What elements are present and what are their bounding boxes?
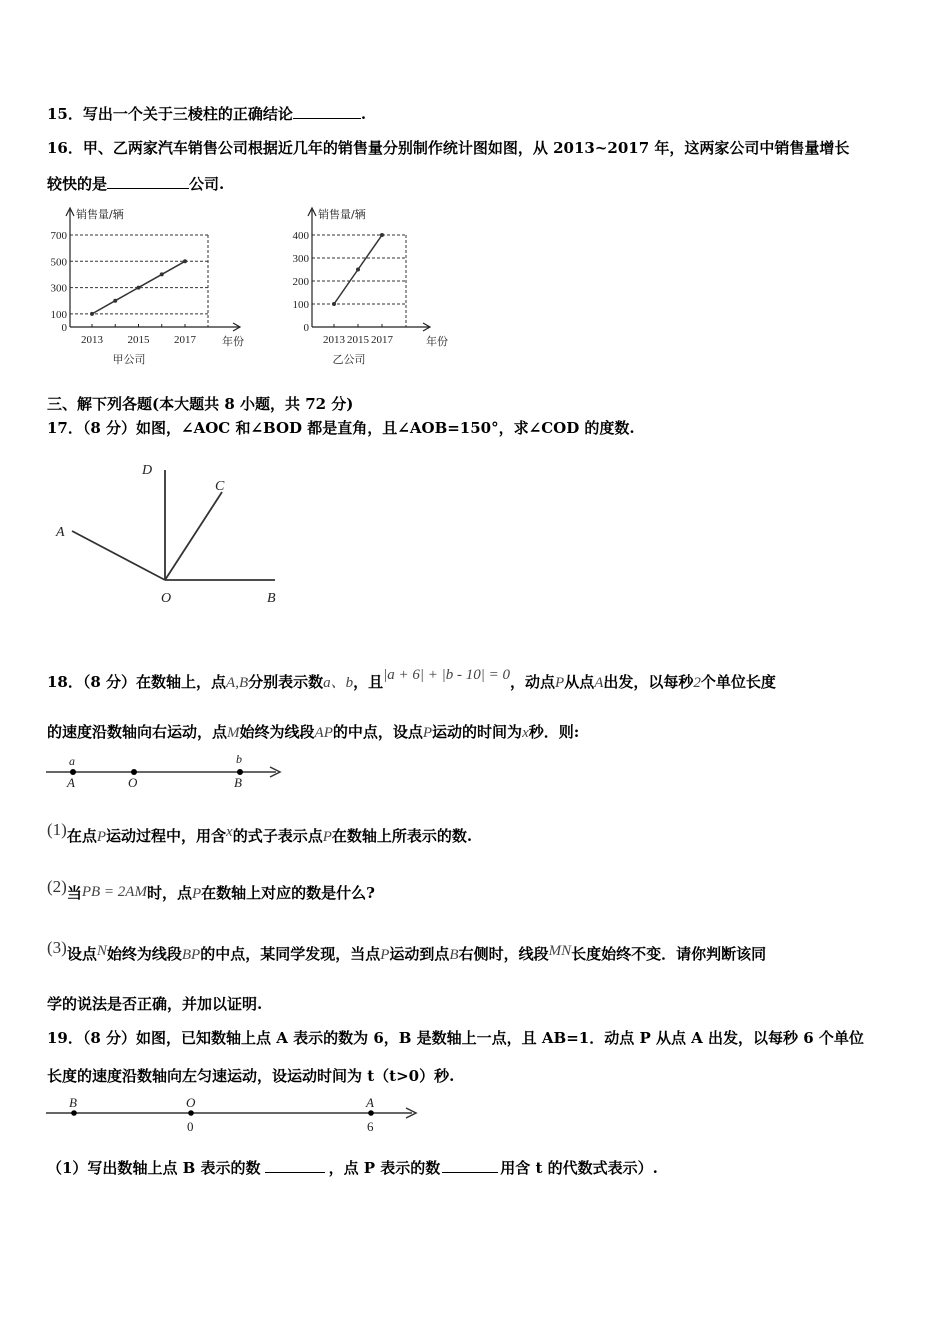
label-A-bot: A [67,775,75,790]
q18-sub1-t2: 运动过程中，用含 [106,827,227,845]
q16-text-1: 甲、乙两家汽车销售公司根据近几年的销售量分别制作统计图如图，从 2013~2017 年，这两家公司中销售量增长 [82,139,850,157]
q18-sub2 [47,877,375,904]
q16-number: 16． [47,139,83,157]
ray-OC [165,492,222,580]
data-point [356,268,360,272]
q18-sub3-bp: BP [181,947,201,963]
data-point [380,233,384,237]
question-18-line1 [47,667,776,693]
x-tick-label: 2015 [127,334,150,346]
y-tick-label: 400 [292,230,309,242]
q16-answer-blank[interactable] [107,174,189,189]
label-6-bot: 6 [367,1119,374,1134]
label-O-bot: O [128,775,138,790]
q18-t7: 个单位长度 [700,673,776,691]
chart-title: 乙公司 [332,353,366,366]
q18-formula: |a + 6| + |b - 10| = 0 [383,667,511,683]
q16-text-2b: 公司. [189,175,225,193]
q18-t1: （8 分）在数轴上，点 [82,673,227,691]
q18-sub3-mn: MN [548,943,572,959]
q19-number-line [40,1092,430,1137]
q15-number: 15． [47,105,83,123]
q16-text-2a: 较快的是 [47,175,108,193]
q18-p: P [555,675,565,691]
x-axis-label: 年份 [426,335,448,348]
q17-number: 17． [47,419,83,437]
dot-O [188,1110,194,1116]
label-A-top: A [366,1095,374,1110]
label-a-top: a [69,754,75,768]
label-B-bot: B [234,775,242,790]
question-16-line1 [47,138,849,158]
question-16-line2 [47,174,224,194]
dot-B [71,1110,77,1116]
y-tick-label: 300 [50,282,67,295]
q18-sub3-line2: 学的说法是否正确，并加以证明. [47,995,263,1013]
chart-title: 甲公司 [112,353,146,366]
question-19-line2: 长度的速度沿数轴向左匀速运动，设运动时间为 t（t>0）秒. [47,1067,455,1085]
q18-l2-t4: 运动的时间为 [432,723,523,741]
dot-A [368,1110,374,1116]
data-point [113,299,117,303]
q15-answer-blank[interactable] [293,104,361,119]
data-point [183,259,187,263]
y-tick-label: 100 [292,299,309,311]
q19-sub1-t1: （1）写出数轴上点 B 表示的数 [47,1159,261,1177]
q18-sub3-mark: (3) [47,938,67,957]
q18-sub2-formula: PB = 2AM [81,884,147,900]
q18-sub1-p: P [96,829,107,845]
label-B: B [267,591,276,606]
q19-sub1-t3: 用含 t 的代数式表示）. [500,1159,658,1177]
label-B-top: B [69,1095,77,1110]
q19-sub1 [47,1158,658,1178]
q18-sub3-t6: 长度始终不变．请你判断该同 [571,945,767,963]
q18-points-ab: A,B [226,675,249,691]
x-tick-label: 2017 [371,334,393,346]
q17-text: （8 分）如图，∠AOC 和∠BOD 都是直角，且∠AOB=150°，求∠COD 的度数. [82,419,635,437]
q18-m: M [227,725,240,741]
data-point [160,272,164,276]
y-tick-label: 200 [292,276,309,288]
label-A: A [56,525,65,540]
q18-ap: AP [314,725,333,741]
y-axis-label: 销售量/辆 [318,208,366,221]
q18-sub1-t4: 在数轴上所表示的数. [331,827,473,845]
y-tick-label: 0 [61,322,67,334]
ray-OA [72,531,165,580]
q18-sub3-t1: 设点 [66,945,97,963]
q18-sub3-t2: 始终为线段 [106,945,182,963]
q18-number: 18． [47,673,83,691]
q18-number-line [40,750,290,795]
q18-t4: ，动点 [510,673,556,691]
q18-two: 2 [693,675,701,691]
q18-sub1-mark: (1) [47,820,67,839]
question-17 [47,418,635,438]
x-tick-label: 2017 [174,334,196,346]
y-tick-label: 0 [303,322,309,334]
q19-blank-p[interactable] [442,1158,498,1173]
q17-angle-figure [40,450,300,620]
q18-l2-t3: 的中点，设点 [332,723,423,741]
x-tick-label: 2013 [323,334,345,346]
question-18-line2 [47,722,579,743]
q18-l2-t5: 秒．则: [528,723,580,741]
q18-p2: P [422,725,433,741]
q18-sub2-mark: (2) [47,877,67,896]
q18-x: x [522,725,529,741]
q18-nums-ab: a、b [323,675,354,691]
q18-sub3-t5: 右侧时，线段 [458,945,549,963]
label-0-bot: 0 [187,1119,194,1134]
data-point [137,286,141,290]
q18-a: A [594,675,604,691]
data-point [90,312,94,316]
q18-sub3-b: B [449,947,459,963]
q18-sub3-p: P [380,947,390,963]
section-3-heading: 三、解下列各题(本大题共 8 小题，共 72 分) [47,395,354,413]
q18-sub3-line1 [47,938,767,965]
q18-sub3-t4: 运动到点 [389,945,450,963]
q18-t3: ，且 [353,673,384,691]
question-19-line1 [47,1028,864,1048]
y-tick-label: 100 [50,308,67,321]
q18-sub2-t1: 当 [66,884,82,902]
question-15 [47,104,366,124]
q18-sub1-t1: 在点 [66,827,97,845]
q18-sub1-x: x [226,824,233,840]
label-C: C [215,479,225,494]
label-b-top: b [236,752,242,766]
q18-t5: 从点 [564,673,595,691]
chart-jia [40,200,260,370]
q18-t6: 出发，以每秒 [603,673,694,691]
q18-l2-t1: 的速度沿数轴向右运动，点 [47,723,228,741]
x-tick-label: 2015 [347,334,369,346]
x-tick-label: 2013 [81,334,103,346]
q18-sub1-t3: 的式子表示点 [232,827,323,845]
label-O-top: O [186,1095,196,1110]
q19-text-1: （8 分）如图，已知数轴上点 A 表示的数为 6，B 是数轴上一点，且 AB=1．动点 P 从点 A 出发，以每秒 6 个单位 [82,1029,864,1047]
q19-blank-b[interactable] [265,1158,325,1173]
y-tick-label: 500 [50,256,67,269]
q18-sub1-p2: P [322,829,332,845]
q19-number: 19． [47,1029,83,1047]
q15-end: . [360,105,367,123]
q18-sub2-t2: 时，点 [146,884,192,902]
q18-sub1 [47,820,473,847]
q18-sub3-t3: 的中点，某同学发现，当点 [200,945,381,963]
y-axis-label: 销售量/辆 [76,208,124,221]
q19-sub1-t2: ，点 P 表示的数 [328,1159,441,1177]
q18-sub3-n: N [96,943,107,959]
q18-t2: 分别表示数 [248,673,324,691]
x-axis-label: 年份 [222,335,244,348]
label-O: O [161,591,172,606]
label-D: D [142,463,153,478]
y-tick-label: 300 [292,253,309,265]
q18-sub2-p: P [191,886,202,902]
data-point [332,302,336,306]
chart-yi [282,200,482,370]
q18-sub2-t3: 在数轴上对应的数是什么? [201,884,375,902]
q15-text: 写出一个关于三棱柱的正确结论 [82,105,293,123]
y-tick-label: 700 [50,230,67,242]
q18-l2-t2: 始终为线段 [239,723,315,741]
